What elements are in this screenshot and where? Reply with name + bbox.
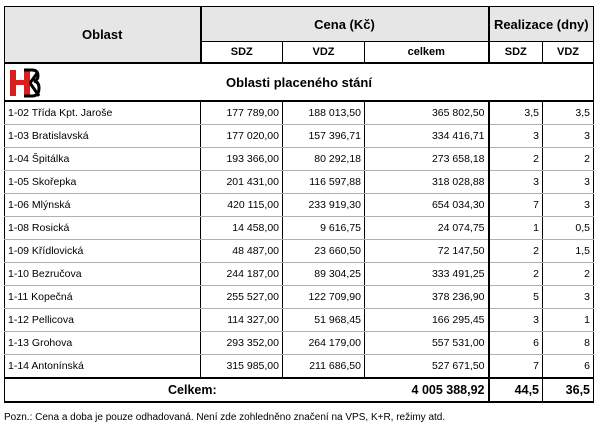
cell-r-vdz: 3 xyxy=(543,286,594,309)
cell-vdz: 80 292,18 xyxy=(283,148,365,171)
cell-vdz: 116 597,88 xyxy=(283,171,365,194)
hbk-logo-icon xyxy=(8,67,42,99)
cell-sdz: 177 789,00 xyxy=(201,101,283,125)
header-cena: Cena (Kč) xyxy=(201,7,489,42)
table-row xyxy=(5,194,594,217)
cell-sdz: 114 327,00 xyxy=(201,309,283,332)
cell-r-vdz: 2 xyxy=(543,263,594,286)
cell-celkem: 24 074,75 xyxy=(365,217,489,240)
cell-sdz: 293 352,00 xyxy=(201,332,283,355)
cell-r-sdz: 2 xyxy=(489,263,543,286)
cell-name: 1-11 Kopečná xyxy=(5,286,201,309)
table-row xyxy=(5,332,594,355)
table-row xyxy=(5,309,594,332)
cell-celkem: 166 295,45 xyxy=(365,309,489,332)
table-row xyxy=(5,355,594,379)
cell-vdz: 89 304,25 xyxy=(283,263,365,286)
title-row xyxy=(5,63,594,101)
cell-r-sdz: 6 xyxy=(489,332,543,355)
cell-vdz: 188 013,50 xyxy=(283,101,365,125)
cell-celkem: 334 416,71 xyxy=(365,125,489,148)
header-celkem: celkem xyxy=(365,42,489,64)
cell-vdz: 264 179,00 xyxy=(283,332,365,355)
cell-name: 1-02 Třída Kpt. Jaroše xyxy=(5,101,201,125)
total-realizace-sdz: 44,5 xyxy=(489,378,543,402)
cell-r-vdz: 3 xyxy=(543,171,594,194)
header-realizace: Realizace (dny) xyxy=(489,7,594,42)
total-label-cell xyxy=(5,378,489,402)
header-realizace-vdz: VDZ xyxy=(543,42,594,64)
title-text: Oblasti placeného stání xyxy=(226,74,372,90)
cell-sdz: 315 985,00 xyxy=(201,355,283,379)
cell-sdz: 177 020,00 xyxy=(201,125,283,148)
cell-name: 1-03 Bratislavská xyxy=(5,125,201,148)
cell-r-sdz: 5 xyxy=(489,286,543,309)
cell-sdz: 193 366,00 xyxy=(201,148,283,171)
cell-name: 1-13 Grohova xyxy=(5,332,201,355)
cell-vdz: 9 616,75 xyxy=(283,217,365,240)
cell-vdz: 51 968,45 xyxy=(283,309,365,332)
cell-r-vdz: 1,5 xyxy=(543,240,594,263)
cell-sdz: 48 487,00 xyxy=(201,240,283,263)
header-oblast: Oblast xyxy=(5,7,201,64)
price-table-sheet xyxy=(4,6,593,403)
cell-vdz: 23 660,50 xyxy=(283,240,365,263)
total-label: Celkem: xyxy=(168,383,217,397)
table-row xyxy=(5,148,594,171)
cell-r-sdz: 7 xyxy=(489,194,543,217)
cell-celkem: 654 034,30 xyxy=(365,194,489,217)
cell-name: 1-06 Mlýnská xyxy=(5,194,201,217)
parking-areas-table xyxy=(4,6,594,403)
table-row xyxy=(5,171,594,194)
cell-r-sdz: 1 xyxy=(489,217,543,240)
cell-sdz: 255 527,00 xyxy=(201,286,283,309)
table-title xyxy=(5,63,594,101)
cell-celkem: 72 147,50 xyxy=(365,240,489,263)
header-realizace-sdz: SDZ xyxy=(489,42,543,64)
cell-name: 1-08 Rosická xyxy=(5,217,201,240)
cell-sdz: 14 458,00 xyxy=(201,217,283,240)
total-row xyxy=(5,378,594,402)
cell-r-vdz: 3 xyxy=(543,194,594,217)
cell-vdz: 233 919,30 xyxy=(283,194,365,217)
cell-sdz: 420 115,00 xyxy=(201,194,283,217)
table-row xyxy=(5,125,594,148)
cell-name: 1-14 Antonínská xyxy=(5,355,201,379)
table-row xyxy=(5,240,594,263)
cell-celkem: 333 491,25 xyxy=(365,263,489,286)
cell-celkem: 273 658,18 xyxy=(365,148,489,171)
cell-celkem: 527 671,50 xyxy=(365,355,489,379)
table-row xyxy=(5,263,594,286)
cell-r-sdz: 3 xyxy=(489,309,543,332)
table-row xyxy=(5,286,594,309)
cell-r-sdz: 3 xyxy=(489,125,543,148)
cell-r-sdz: 2 xyxy=(489,240,543,263)
cell-celkem: 557 531,00 xyxy=(365,332,489,355)
header-vdz: VDZ xyxy=(283,42,365,64)
cell-r-vdz: 6 xyxy=(543,355,594,379)
cell-celkem: 365 802,50 xyxy=(365,101,489,125)
cell-name: 1-10 Bezručova xyxy=(5,263,201,286)
table-row xyxy=(5,217,594,240)
cell-r-sdz: 7 xyxy=(489,355,543,379)
cell-r-vdz: 8 xyxy=(543,332,594,355)
cell-r-vdz: 3 xyxy=(543,125,594,148)
cell-celkem: 318 028,88 xyxy=(365,171,489,194)
cell-vdz: 122 709,90 xyxy=(283,286,365,309)
cell-sdz: 244 187,00 xyxy=(201,263,283,286)
cell-r-sdz: 2 xyxy=(489,148,543,171)
total-realizace-vdz: 36,5 xyxy=(543,378,594,402)
cell-name: 1-04 Špitálka xyxy=(5,148,201,171)
table-body xyxy=(5,101,594,378)
cell-sdz: 201 431,00 xyxy=(201,171,283,194)
cell-r-vdz: 1 xyxy=(543,309,594,332)
cell-r-vdz: 0,5 xyxy=(543,217,594,240)
cell-vdz: 211 686,50 xyxy=(283,355,365,379)
cell-r-vdz: 3,5 xyxy=(543,101,594,125)
footnote: Pozn.: Cena a doba je pouze odhadovaná. Není zde zohledněno značení na VPS, K+R, režimy atd. xyxy=(4,412,446,423)
cell-name: 1-09 Křídlovická xyxy=(5,240,201,263)
cell-r-sdz: 3 xyxy=(489,171,543,194)
table-row xyxy=(5,101,594,125)
header-sdz: SDZ xyxy=(201,42,283,64)
cell-name: 1-05 Skořepka xyxy=(5,171,201,194)
cell-celkem: 378 236,90 xyxy=(365,286,489,309)
total-celkem: 4 005 388,92 xyxy=(411,383,485,397)
cell-r-vdz: 2 xyxy=(543,148,594,171)
cell-vdz: 157 396,71 xyxy=(283,125,365,148)
header-row-1 xyxy=(5,7,594,42)
cell-r-sdz: 3,5 xyxy=(489,101,543,125)
cell-name: 1-12 Pellicova xyxy=(5,309,201,332)
